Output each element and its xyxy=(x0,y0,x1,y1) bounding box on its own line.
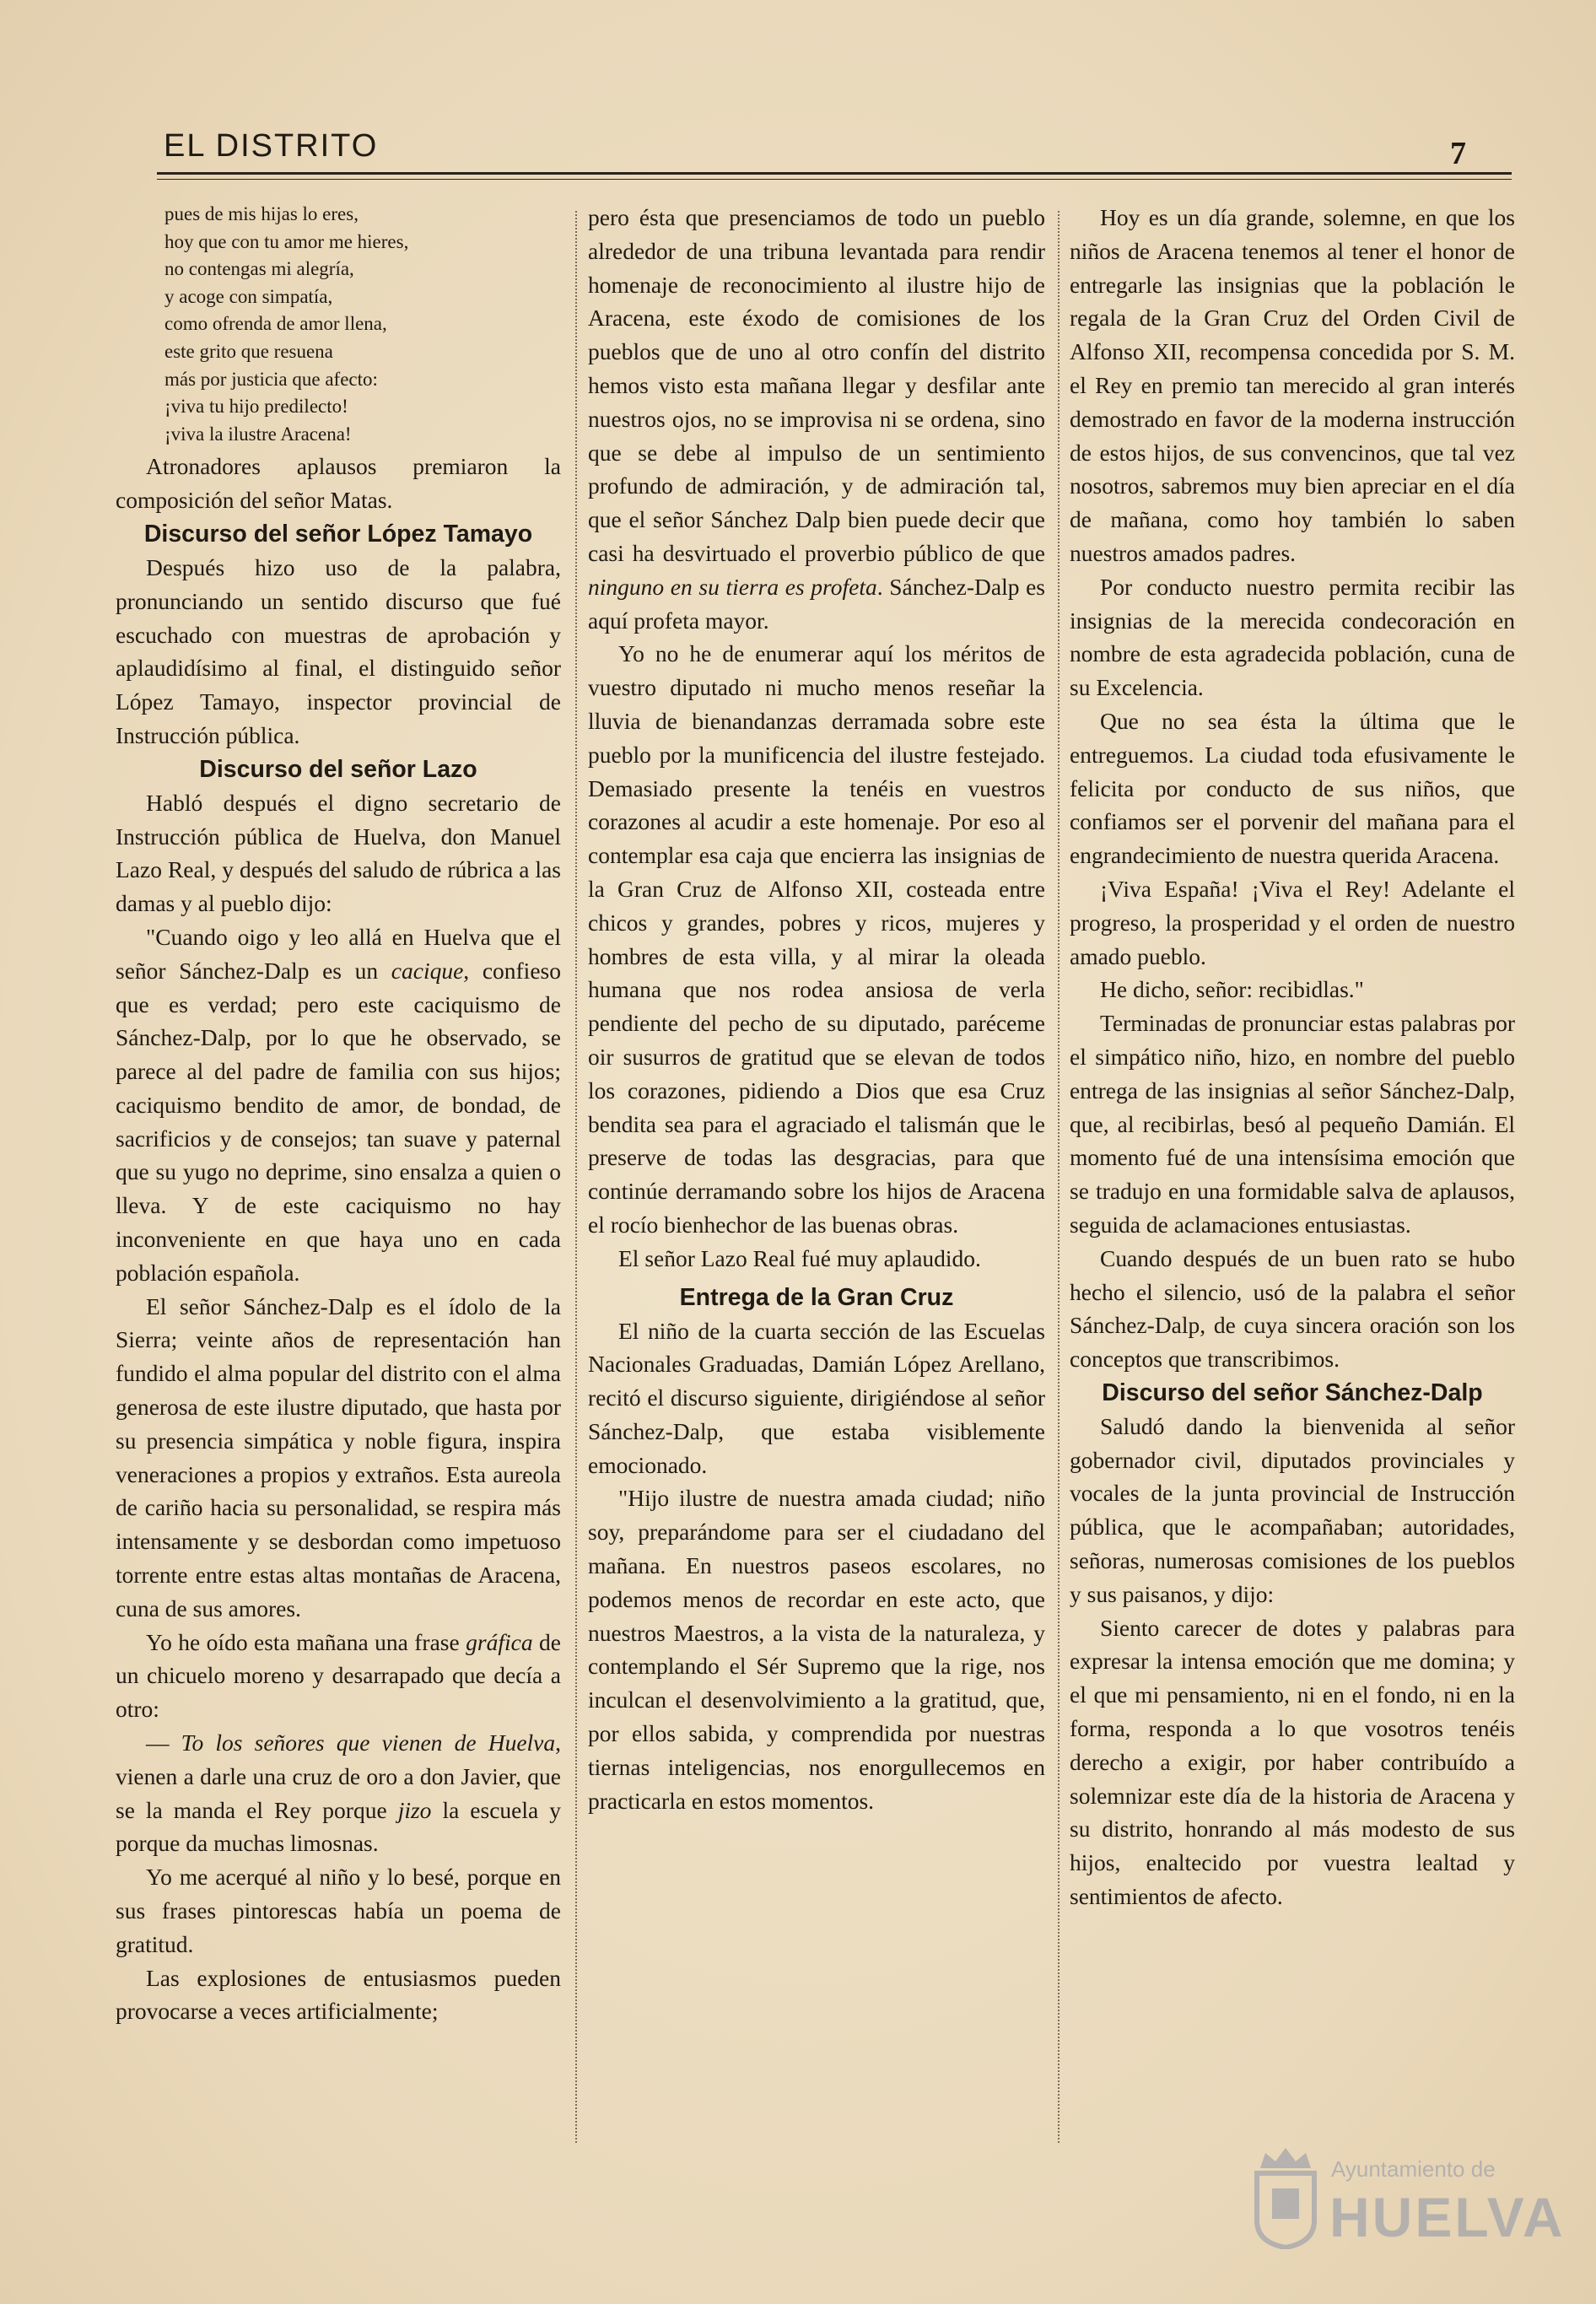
paragraph: Después hizo uso de la palabra, pronunciando un sentido discurso que fué escuchado con muestras de aprobación y aplaudidísimo al final, el distinguido señor López Tamayo, inspector provincial de Instrucción pública. xyxy=(116,553,561,748)
poem-line: hoy que con tu amor me hieres, xyxy=(164,230,409,252)
italic-run: gráfica xyxy=(466,1628,533,1655)
paragraph: El niño de la cuarta sección de las Escuelas Nacionales Graduadas, Damián López Arellano, recitó el discurso siguiente, dirigiéndose al señor Sánchez-Dalp, que estaba visiblemente emocionado. xyxy=(588,1317,1045,1478)
poem-line: este grito que resuena xyxy=(164,340,333,362)
poem-line: como ofrenda de amor llena, xyxy=(164,313,387,335)
paragraph: "Hijo ilustre de nuestra amada ciudad; niño soy, preparándome para ser el ciudadano del mañana. En nuestros paseos escolares, no podemos menos de recordar en este acto, que nuestros Maestros, a la vista de la naturaleza, y contemplando el Sér Supremo que la rige, nos inculcan el desenvolvimiento a la gratitud, que, por ellos sabida, y comprendida por nuestras tiernas inteligencias, nos enorgullecemos en practicarla en estos momentos. xyxy=(588,1485,1045,1814)
paragraph: Habló después el digno secretario de Instrucción pública de Huelva, don Manuel Lazo Real, y después del saludo de rúbrica a las damas y al pueblo dijo: xyxy=(116,789,561,917)
column-3 xyxy=(1070,201,1515,1913)
crown-shield-icon xyxy=(1248,2143,1323,2249)
paragraph: He dicho, señor: recibidlas." xyxy=(1100,976,1364,1003)
text-run: Yo he oído esta mañana una frase xyxy=(146,1628,466,1655)
paragraph: Las explosiones de entusiasmos pueden provocarse a veces artificialmente; xyxy=(116,1964,561,2025)
text-run: . Sánchez-Dalp es aquí profeta mayor. xyxy=(588,573,1046,634)
section-heading-entrega: Entrega de la Gran Cruz xyxy=(679,1283,954,1311)
column-divider-1 xyxy=(575,211,577,2143)
text-run: "Cuando oigo y leo allá en Huelva que el señor Sánchez-Dalp es un xyxy=(116,923,561,984)
column-2 xyxy=(588,201,1045,1817)
column-1 xyxy=(116,201,561,2028)
poem-line: ¡viva tu hijo predilecto! xyxy=(164,396,348,418)
paragraph xyxy=(116,1726,561,1860)
italic-run: To los señores que vienen de Huelva xyxy=(181,1729,556,1756)
text-run: pero ésta que presenciamos de todo un pueblo alrededor de una tribuna levantada para rendir homenaje de reconocimiento al ilustre hijo de Aracena, este éxodo de comisiones de los pueblos que de uno al otro confín del distrito hemos visto esta mañana llegar y desfilar ante nuestros ojos, no se improvisa ni se ordena, sino que se debe al impulso de un sentimiento profundo de admiración, y de admiración tal, que el señor Sánchez Dalp bien puede decir que casi ha desvirtuado el proverbio público de que xyxy=(588,204,1045,566)
section-heading-lopez-tamayo: Discurso del señor López Tamayo xyxy=(143,520,533,548)
page-number: 7 xyxy=(1450,136,1466,171)
paragraph xyxy=(116,920,561,1290)
paragraph: Yo me acerqué al niño y lo besé, porque en sus frases pintorescas había un poema de gratitud. xyxy=(116,1864,561,1957)
poem-line: y acoge con simpatía, xyxy=(164,285,333,307)
watermark-line1: Ayuntamiento de xyxy=(1331,2156,1496,2182)
paragraph: Yo no he de enumerar aquí los méritos de vuestro diputado ni mucho menos reseñar la lluvia de bienandanzas derramada sobre este pueblo por la munificencia del ilustre festejado. Demasiado presente la tenéis en vuestros corazones al acudir a este homenaje. Por eso al contemplar esa caja que encierra las insignias de la Gran Cruz de Alfonso XII, costeada entre chicos y grandes, pobres y ricos, mujeres y hombres de esta villa, y al mirar la oleada humana que nos rodea ansiosa de verla pendiente del pecho de su diputado, paréceme oir susurros de gratitud que se elevan de todos los corazones, pidiendo a Dios que esa Cruz bendita sea para el agraciado el talismán que le preserve de todas las desgracias, para que continúe derramando sobre los hijos de Aracena el rocío bienhechor de las buenas obras. xyxy=(588,640,1045,1238)
paragraph: Saludó dando la bienvenida al señor gobernador civil, diputados provinciales y vocales de la junta provincial de Instrucción pública, que le acompañaban; autoridades, señoras, numerosas comisiones de los pueblos y sus paisanos, y dijo: xyxy=(1070,1412,1515,1607)
masthead xyxy=(160,128,1510,179)
paragraph: Cuando después de un buen rato se hubo hecho el silencio, usó de la palabra el señor Sánchez-Dalp, de cuya sincera oración son los conceptos que transcribimos. xyxy=(1070,1244,1515,1373)
paragraph: El señor Lazo Real fué muy aplaudido. xyxy=(618,1244,981,1271)
poem-line: más por justicia que afecto: xyxy=(164,368,378,390)
poem xyxy=(116,201,561,448)
text-run: de un chicuelo moreno y desarrapado que decía a otro: xyxy=(116,1628,561,1723)
text-run: — xyxy=(146,1729,181,1756)
paragraph: Que no sea ésta la última que le entreguemos. La ciudad toda efusivamente le felicita por conducto de sus niños, que confiamos ser el porvenir del mañana para el engrandecimiento de nuestra querida Aracena. xyxy=(1070,707,1515,869)
paragraph: El señor Sánchez-Dalp es el ídolo de la Sierra; veinte años de representación han fundido el alma popular del distrito con el alma generosa de este ilustre diputado, que hasta por su presencia simpática y noble figura, inspira veneraciones a propios y extraños. Esta aureola de cariño hacia su personalidad, se respira más intensamente y se desbordan como impetuoso torrente entre estas altas montañas de Aracena, cuna de sus amores. xyxy=(116,1292,561,1621)
paragraph: Siento carecer de dotes y palabras para expresar la intensa emoción que me domina; y el que mi pensamiento, ni en el fondo, ni en la forma, responda a lo que vosotros tenéis derecho a exigir, por haber contribuído a solemnizar este día de la historia de Aracena y su distrito, honrando al más modesto de sus hijos, enaltecido por vuestra lealtad y sentimientos de afecto. xyxy=(1070,1614,1515,1910)
poem-line: ¡viva la ilustre Aracena! xyxy=(164,423,352,445)
paragraph xyxy=(588,201,1045,637)
text-run: , vienen a darle una cruz de oro a don Javier, que se la manda el Rey porque xyxy=(116,1729,561,1823)
section-heading-sanchez-dalp: Discurso del señor Sánchez-Dalp xyxy=(1102,1379,1483,1406)
text-run: la escuela y porque da muchas limosnas. xyxy=(116,1796,561,1857)
italic-run: cacique xyxy=(391,957,464,984)
poem-line: pues de mis hijas lo eres, xyxy=(164,203,359,224)
paragraph xyxy=(116,1626,561,1726)
poem-line: no contengas mi alegría, xyxy=(164,258,354,280)
header-rule-thick xyxy=(157,172,1512,175)
text-run: , confieso que es verdad; pero este caciquismo de Sánchez-Dalp, por lo que he observado, se parece al del padre de familia con sus hijos; caciquismo bendito de amor, de bondad, de sacrificios y de consejos; tan suave y paternal que su yugo no deprime, sino ensalza a quien o lleva. Y de este caciquismo no hay inconveniente en que haya uno en cada población española. xyxy=(116,957,561,1286)
watermark-line2: HUELVA xyxy=(1329,2186,1566,2248)
header-rule-thin xyxy=(157,179,1512,180)
paragraph: Hoy es un día grande, solemne, en que los niños de Aracena tenemos al tener el honor de entregarle las insignias que la población le regala de la Gran Cruz del Orden Civil de Alfonso XII, recompensa concedida por S. M. el Rey en premio tan merecido al gran interés demostrado en favor de la moderna instrucción de estos hijos, de sus convencinos, que tal vez nosotros, sabremos muy bien apreciar en el día de mañana, como hoy también lo saben nuestros amados padres. xyxy=(1070,204,1515,566)
section-heading-lazo: Discurso del señor Lazo xyxy=(199,755,477,783)
italic-run: ninguno en su tierra es profeta xyxy=(588,573,877,600)
masthead-title: EL DISTRITO xyxy=(164,128,379,164)
paragraph: Por conducto nuestro permita recibir las insignias de la merecida condecoración en nombre de esta agradecida población, cuna de su Excelencia. xyxy=(1070,573,1515,701)
paragraph: Terminadas de pronunciar estas palabras por el simpático niño, hizo, en nombre del pueblo entrega de las insignias al señor Sánchez-Dalp, que, al recibirlas, besó al pequeño Damián. El momento fué de una intensísima emoción que se tradujo en una formidable salva de aplausos, seguida de aclamaciones entusiastas. xyxy=(1070,1010,1515,1238)
paragraph: ¡Viva España! ¡Viva el Rey! Adelante el progreso, la prosperidad y el orden de nuestro amado pueblo. xyxy=(1070,875,1515,969)
watermark-logo xyxy=(1248,2143,1566,2253)
column-divider-2 xyxy=(1058,211,1060,2143)
italic-run: jizo xyxy=(397,1796,432,1823)
paragraph: Atronadores aplausos premiaron la composición del señor Matas. xyxy=(116,453,561,514)
